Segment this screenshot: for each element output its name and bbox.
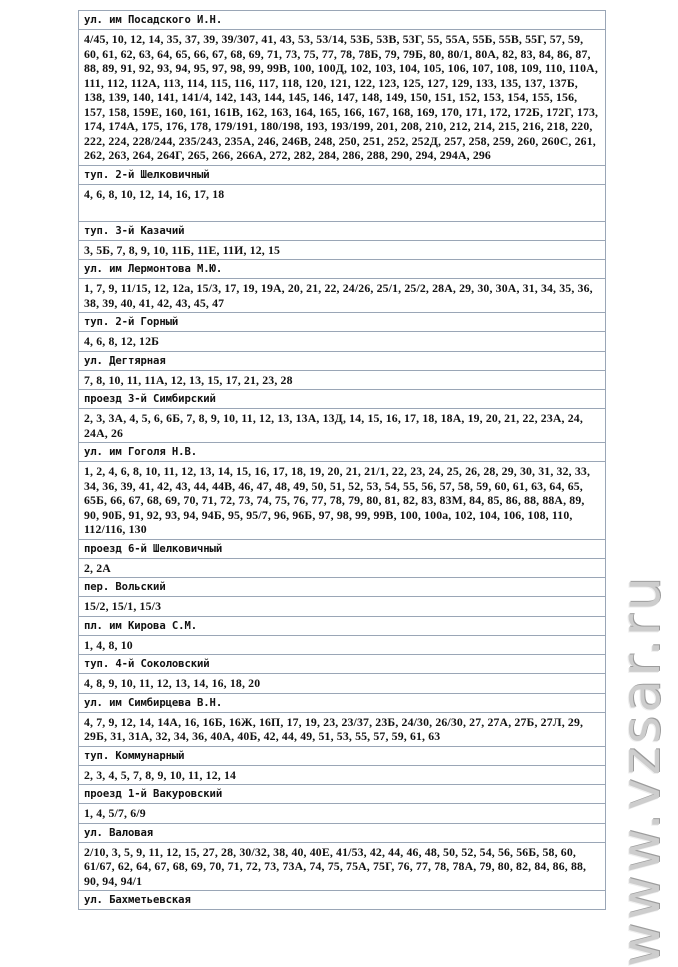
street-name: ул. им Симбирцева В.Н. [79,693,606,712]
house-numbers: 4, 8, 9, 10, 11, 12, 13, 14, 16, 18, 20 [79,674,606,694]
street-name: туп. 4-й Соколовский [79,655,606,674]
house-numbers: 1, 2, 4, 6, 8, 10, 11, 12, 13, 14, 15, 16, 17, 18, 19, 20, 21, 21/1, 22, 23, 24, 25, 26, 28, 29, 30, 31, 32, 33, 34, 36, 39, 41, 42, 43, 44, 44В, 46, 47, 48, 49, 50, 51, 52, 53, 54, 55, 56, 57, 58, 59, 60, 61, 63, 64, 65, 65Б, 66, 67, 68, 69, 70, 71, 72, 73, 74, 75, 76, 77, 78, 79, 80, 81, 82, 83, 83М, 84, 85, 86, 88, 88А, 89, 90, 90Б, 91, 92, 93, 94, 94Б, 95, 95/7, 96, 96Б, 97, 98, 99, 99В, 100, 100а, 102, 104, 106, 108, 110, 112/116, 130 [79,462,606,540]
house-numbers: 4/45, 10, 12, 14, 35, 37, 39, 39/307, 41, 43, 53, 53/14, 53Б, 53В, 53Г, 55, 55А, 55Б, 55В, 55Г, 57, 59, 60, 61, 62, 63, 64, 65, 66, 67, 68, 69, 71, 73, 75, 77, 78, 78Б, 79, 79Б, 80, 80/1, 80А, 82, 83, 84, 86, 87, 88, 89, 91, 92, 93, 94, 95, 97, 98, 99, 99В, 100, 100Д, 102, 103, 104, 105, 106, 107, 108, 109, 110, 110А, 111, 112, 112А, 113, 114, 115, 116, 117, 118, 120, 121, 122, 123, 125, 127, 129, 133, 135, 137, 137Б, 138, 139, 140, 141, 141/4, 142, 143, 144, 145, 146, 147, 148, 149, 150, 151, 152, 153, 154, 155, 156, 157, 158, 159Е, 160, 161, 161В, 162, 163, 164, 165, 166, 167, 168, 169, 170, 171, 172, 172Б, 172Г, 173, 174, 174А, 175, 176, 178, 179/191, 180/198, 193, 193/199, 201, 208, 210, 212, 214, 215, 216, 218, 220, 222, 224, 228/244, 235/243, 235А, 246, 246В, 248, 250, 251, 252, 252Д, 257, 258, 259, 260, 260С, 261, 262, 263, 264, 264Г, 265, 266, 266А, 272, 282, 284, 286, 288, 290, 294, 294А, 296 [79,30,606,166]
house-numbers: 15/2, 15/1, 15/3 [79,597,606,617]
street-name: проезд 3-й Симбирский [79,390,606,409]
street-name: проезд 6-й Шелковичный [79,539,606,558]
house-numbers: 3, 5Б, 7, 8, 9, 10, 11Б, 11Е, 11И, 12, 15 [79,240,606,260]
watermark-text: www.vzsar.ru [609,573,673,967]
house-numbers: 2, 2А [79,558,606,578]
house-numbers: 4, 6, 8, 12, 12Б [79,332,606,352]
street-name: туп. 2-й Горный [79,313,606,332]
street-name: ул. им Посадского И.Н. [79,11,606,30]
house-numbers: 2, 3, 4, 5, 7, 8, 9, 10, 11, 12, 14 [79,765,606,785]
street-name: ул. Бахметьевская [79,891,606,910]
street-name: пер. Вольский [79,578,606,597]
site-watermark [608,573,674,967]
house-numbers: 4, 7, 9, 12, 14, 14А, 16, 16Б, 16Ж, 16П, 17, 19, 23, 23/37, 23Б, 24/30, 26/30, 27, 27А, 27Б, 27Л, 29, 29Б, 31, 31А, 32, 34, 36, 40А, 40Б, 42, 44, 49, 51, 53, 55, 57, 59, 61, 63 [79,712,606,746]
street-name: туп. 2-й Шелковичный [79,165,606,184]
house-numbers: 1, 4, 5/7, 6/9 [79,804,606,824]
street-name: пл. им Кирова С.М. [79,616,606,635]
street-name: туп. 3-й Казачий [79,221,606,240]
house-numbers: 2/10, 3, 5, 9, 11, 12, 15, 27, 28, 30/32, 38, 40, 40Е, 41/53, 42, 44, 46, 48, 50, 52, 54, 56, 56Б, 58, 60, 61/67, 62, 64, 67, 68, 69, 70, 71, 72, 73, 73А, 74, 75, 75А, 75Г, 76, 77, 78, 78А, 79, 80, 82, 84, 86, 88, 90, 94, 94/1 [79,842,606,891]
street-name: туп. Коммунарный [79,746,606,765]
house-numbers: 2, 3, 3А, 4, 5, 6, 6Б, 7, 8, 9, 10, 11, 12, 13, 13А, 13Д, 14, 15, 16, 17, 18, 18А, 19, 20, 21, 22, 23А, 24, 24А, 26 [79,409,606,443]
street-name: ул. Валовая [79,823,606,842]
house-numbers: 4, 6, 8, 10, 12, 14, 16, 17, 18 [79,184,606,221]
street-name: ул. им Гоголя Н.В. [79,443,606,462]
street-name: ул. Дегтярная [79,351,606,370]
house-numbers: 1, 7, 9, 11/15, 12, 12а, 15/3, 17, 19, 19А, 20, 21, 22, 24/26, 25/1, 25/2, 28А, 29, 30, 30А, 31, 34, 35, 36, 38, 39, 40, 41, 42, 43, 45, 47 [79,279,606,313]
address-table [78,10,606,910]
street-name: ул. им Лермонтова М.Ю. [79,260,606,279]
house-numbers: 1, 4, 8, 10 [79,635,606,655]
house-numbers: 7, 8, 10, 11, 11А, 12, 13, 15, 17, 21, 23, 28 [79,370,606,390]
street-name: проезд 1-й Вакуровский [79,785,606,804]
